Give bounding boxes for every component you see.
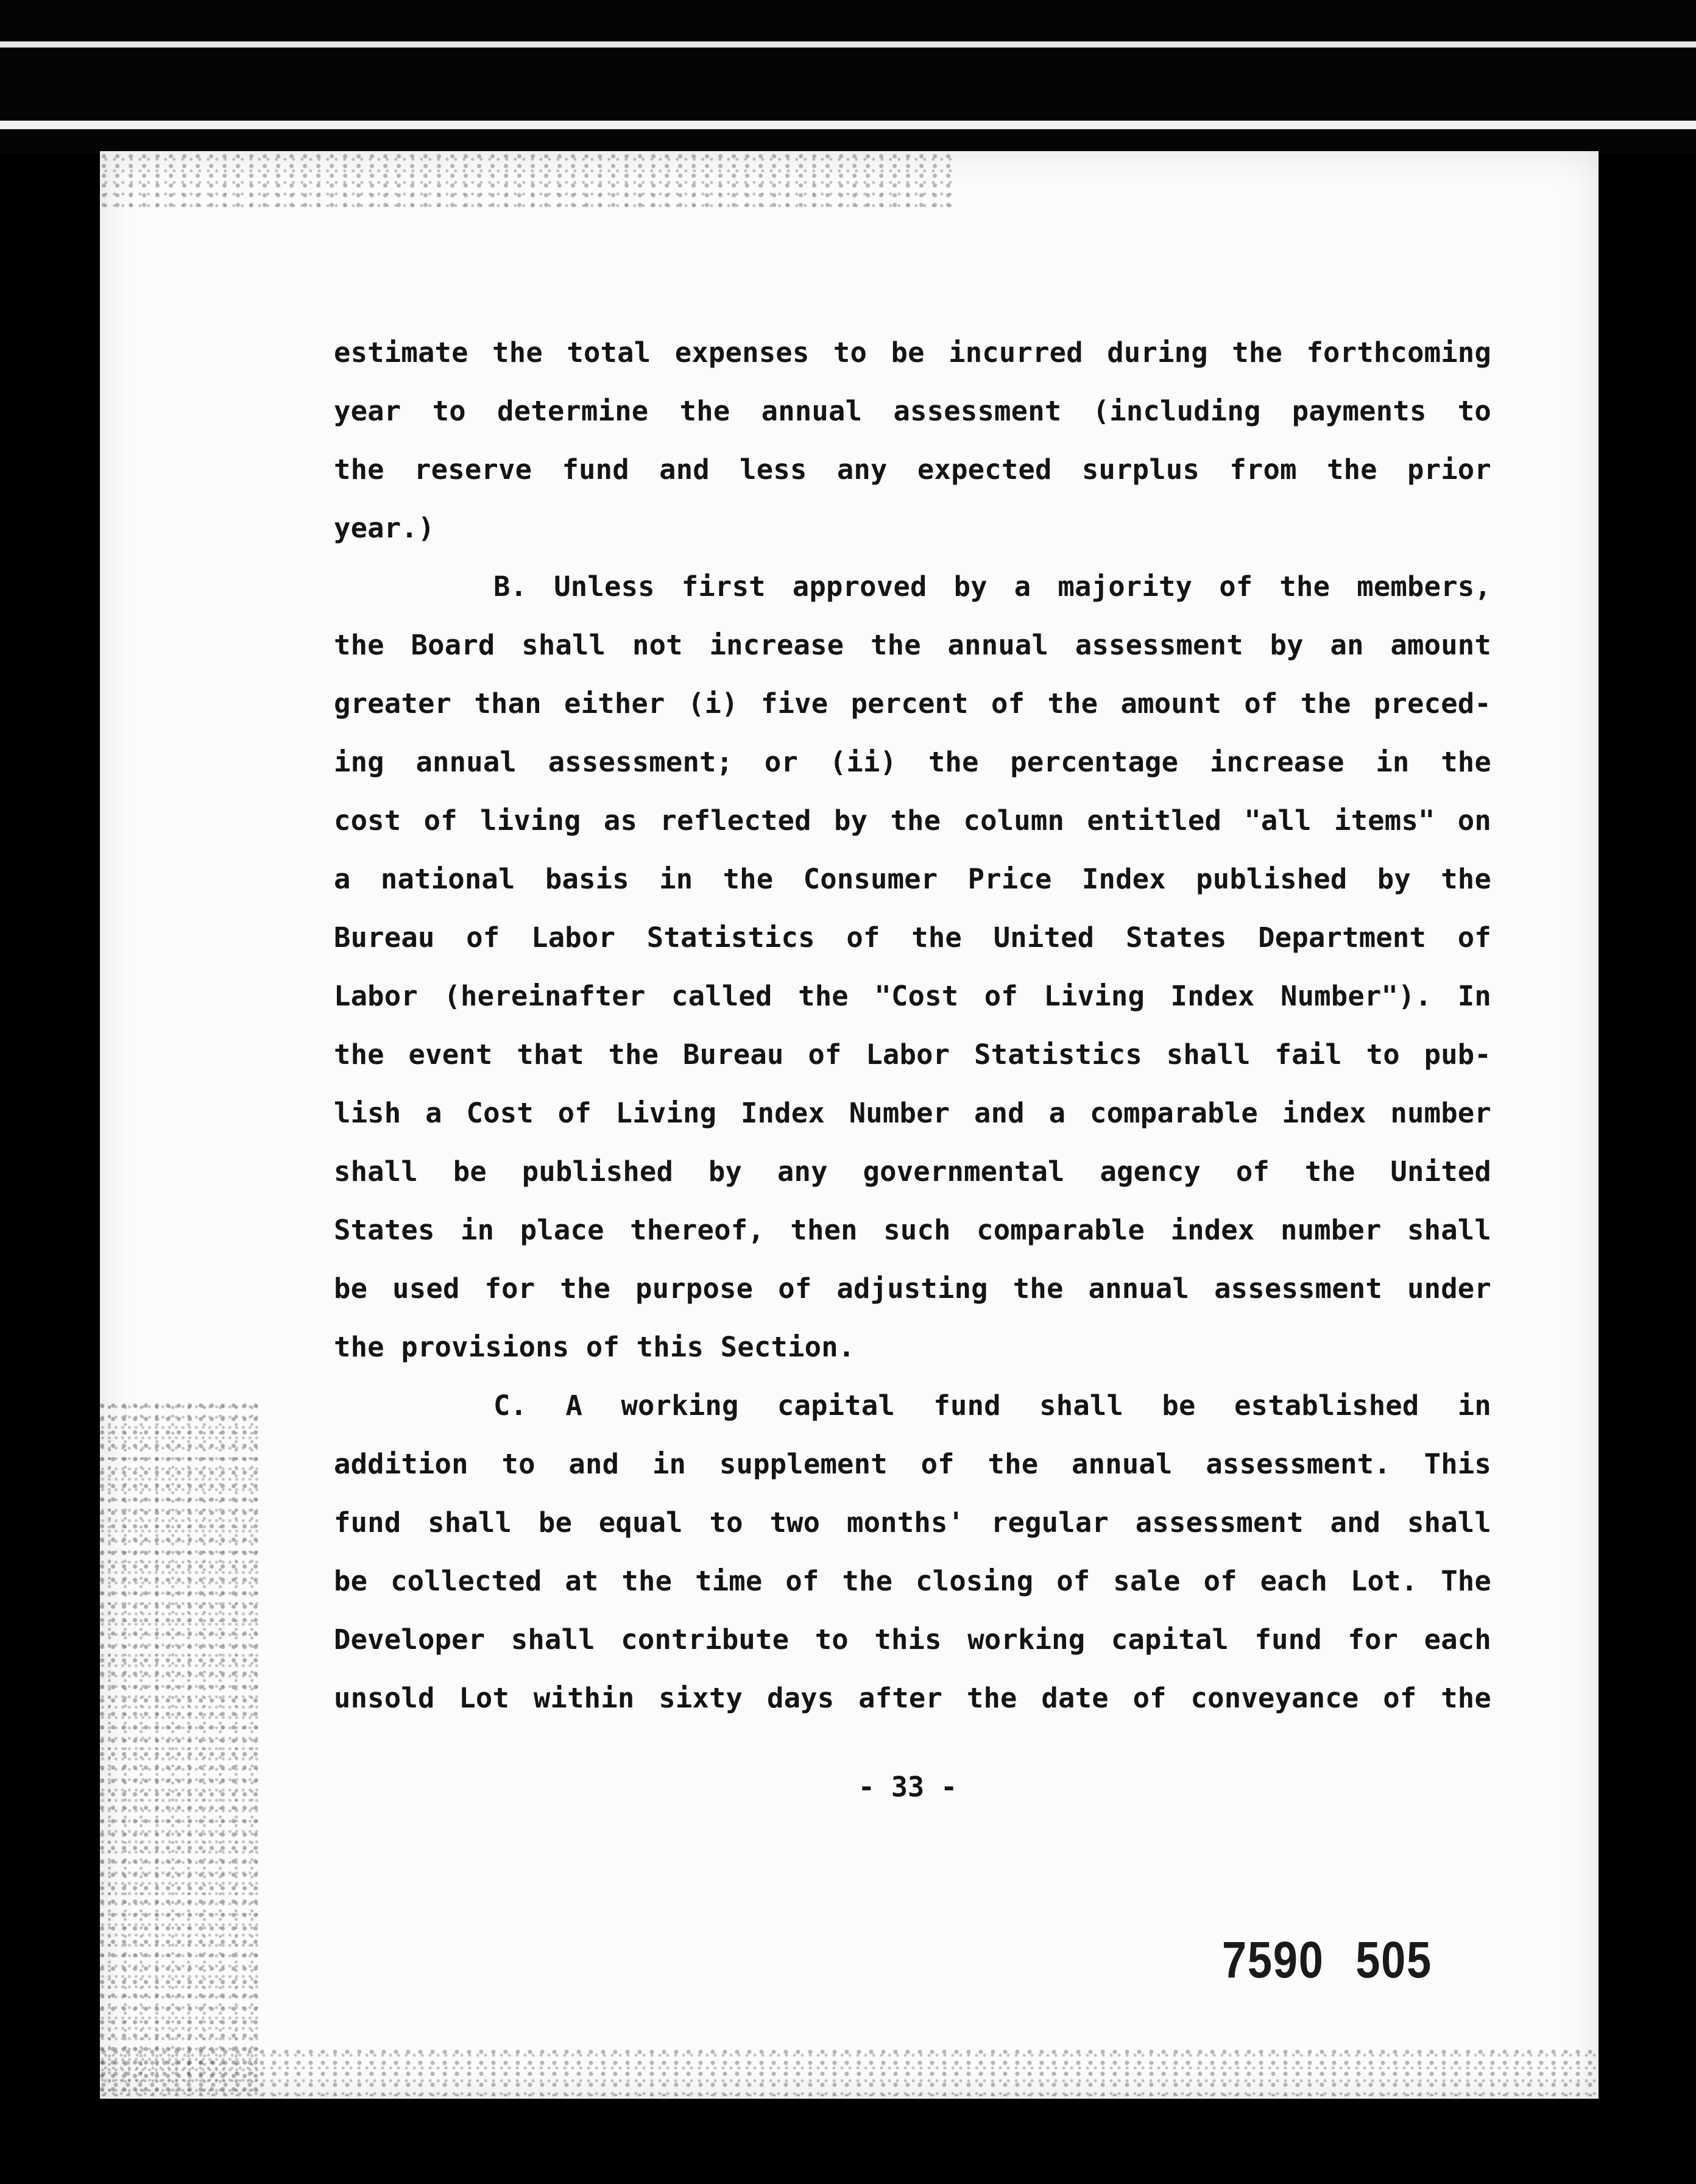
text-line: greater than either (i) five percent of the amount of the preced- [334,687,1491,720]
text-line: addition to and in supplement of the annual assessment. This [334,1448,1491,1480]
text-line: the Board shall not increase the annual assessment by an amount [334,629,1491,661]
text-line: Bureau of Labor Statistics of the United States Department of [334,921,1491,954]
text-line: unsold Lot within sixty days after the date of conveyance of the [334,1682,1491,1714]
text-line: cost of living as reflected by the column entitled "all items" on [334,804,1491,837]
scan-noise-top [100,152,953,207]
recording-stamp [1222,1930,1463,1990]
text-line: shall be published by any governmental agency of the United [334,1155,1491,1188]
text-line: year to determine the annual assessment (including payments to [334,395,1491,427]
scan-top-rule [0,41,1696,48]
text-line: Labor (hereinafter called the "Cost of Living Index Number"). In [334,980,1491,1012]
document-body [334,329,1491,1733]
paragraph-b-start: B. Unless first approved by a majority of the members, [493,570,1491,603]
text-line: be used for the purpose of adjusting the annual assessment under [334,1272,1491,1305]
text-line: year.) [334,512,435,544]
scan-noise-left [100,1402,258,2096]
text-line: be collected at the time of the closing of sale of each Lot. The [334,1565,1491,1597]
stamp-book-number: 7590 [1222,1931,1324,1988]
text-line: the provisions of this Section. [334,1331,855,1363]
scan-noise-bottom [100,2048,1599,2096]
text-line: fund shall be equal to two months' regular assessment and shall [334,1506,1491,1539]
text-line: the event that the Bureau of Labor Statistics shall fail to pub- [334,1038,1491,1071]
text-line: States in place thereof, then such comparable index number shall [334,1214,1491,1246]
stamp-page-number: 505 [1355,1931,1432,1988]
paragraph-c-start: C. A working capital fund shall be established in [493,1389,1491,1422]
scan-page-top-edge [0,121,1696,129]
text-line: Developer shall contribute to this working capital fund for each [334,1623,1491,1656]
text-line: estimate the total expenses to be incurred during the forthcoming [334,336,1491,369]
text-line: a national basis in the Consumer Price Index published by the [334,863,1491,895]
text-line: lish a Cost of Living Index Number and a comparable index number [334,1097,1491,1129]
text-line: the reserve fund and less any expected surplus from the prior [334,453,1491,486]
scan-top-band [0,0,1696,154]
text-line: ing annual assessment; or (ii) the percentage increase in the [334,746,1491,778]
page-number: - 33 - [858,1771,958,1803]
